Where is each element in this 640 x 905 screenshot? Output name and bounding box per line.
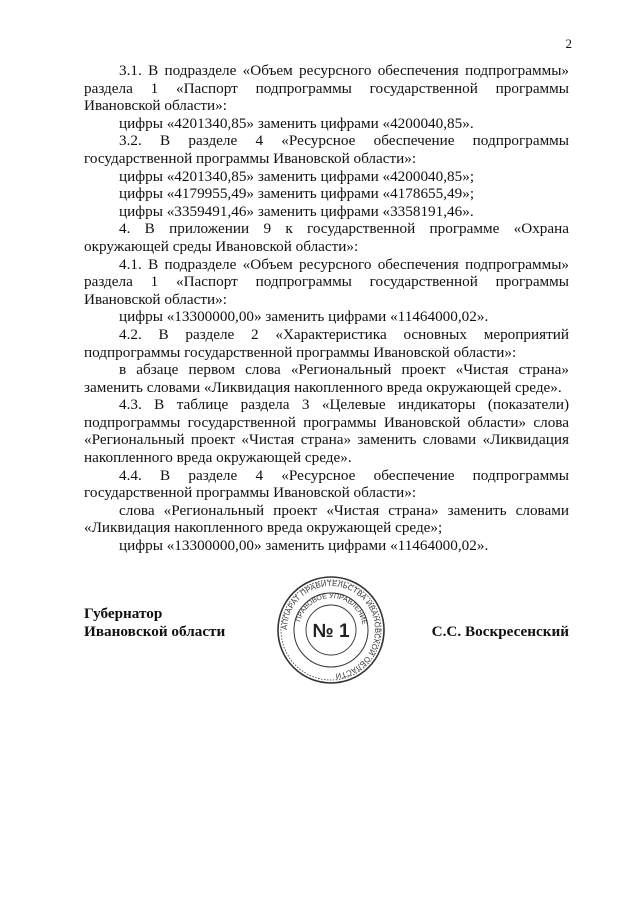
- paragraph: цифры «4179955,49» заменить цифрами «4178655,49»;: [119, 185, 475, 203]
- document-body: [84, 62, 569, 555]
- paragraph: 4.3. В таблице раздела 3 «Целевые индикаторы (показатели) подпрограммы государственной программы Ивановской области» слова «Региональный проект «Чистая страна» заменить словами «Ликвидация накопленного вреда окружающей среде».: [84, 396, 569, 467]
- paragraph: слова «Региональный проект «Чистая страна» заменить словами «Ликвидация накопленного вреда окружающей среде»;: [84, 501, 569, 537]
- signer-title-line2: Ивановской области: [84, 623, 226, 640]
- signature-block: [84, 578, 569, 685]
- stamp-number: № 1: [312, 621, 350, 642]
- paragraph: 4.2. В разделе 2 «Характеристика основных мероприятий подпрограммы государственной программы Ивановской области»:: [84, 325, 569, 361]
- paragraph: 4. В приложении 9 к государственной программе «Охрана окружающей среды Ивановской области»:: [84, 220, 569, 255]
- paragraph: в абзаце первом слова «Региональный проект «Чистая страна» заменить словами «Ликвидация накопленного вреда окружающей среде».: [84, 361, 569, 396]
- paragraph: цифры «13300000,00» заменить цифрами «11464000,02».: [119, 537, 489, 555]
- paragraph: 3.1. В подразделе «Объем ресурсного обеспечения подпрограммы» раздела 1 «Паспорт подпрограммы государственной программы Ивановской области»:: [84, 62, 569, 115]
- paragraph: 4.4. В разделе 4 «Ресурсное обеспечение подпрограммы государственной программы Ивановской области»:: [84, 466, 569, 502]
- signer-name: С.С. Воскресенский: [431, 623, 569, 640]
- paragraph: цифры «13300000,00» заменить цифрами «11464000,02».: [119, 308, 489, 326]
- stamp-outer-text: АППАРАТ ПРАВИТЕЛЬСТВА ИВАНОВСКОЙ ОБЛАСТИ: [279, 578, 383, 681]
- paragraph: 4.1. В подразделе «Объем ресурсного обеспечения подпрограммы» раздела 1 «Паспорт подпрограммы государственной программы Ивановской области»:: [84, 255, 569, 308]
- official-stamp: [276, 575, 386, 685]
- stamp-inner-text: ПРАВОВОЕ УПРАВЛЕНИЕ: [295, 592, 368, 626]
- paragraph: цифры «3359491,46» заменить цифрами «3358191,46».: [119, 202, 474, 220]
- signer-title: [84, 605, 225, 641]
- signer-title-line1: Губернатор: [84, 605, 163, 622]
- page-number: 2: [565, 36, 572, 51]
- paragraph: 3.2. В разделе 4 «Ресурсное обеспечение подпрограммы государственной программы Ивановской области»:: [84, 132, 569, 167]
- paragraph: цифры «4201340,85» заменить цифрами «4200040,85»;: [119, 167, 475, 185]
- paragraph: цифры «4201340,85» заменить цифрами «4200040,85».: [119, 114, 474, 132]
